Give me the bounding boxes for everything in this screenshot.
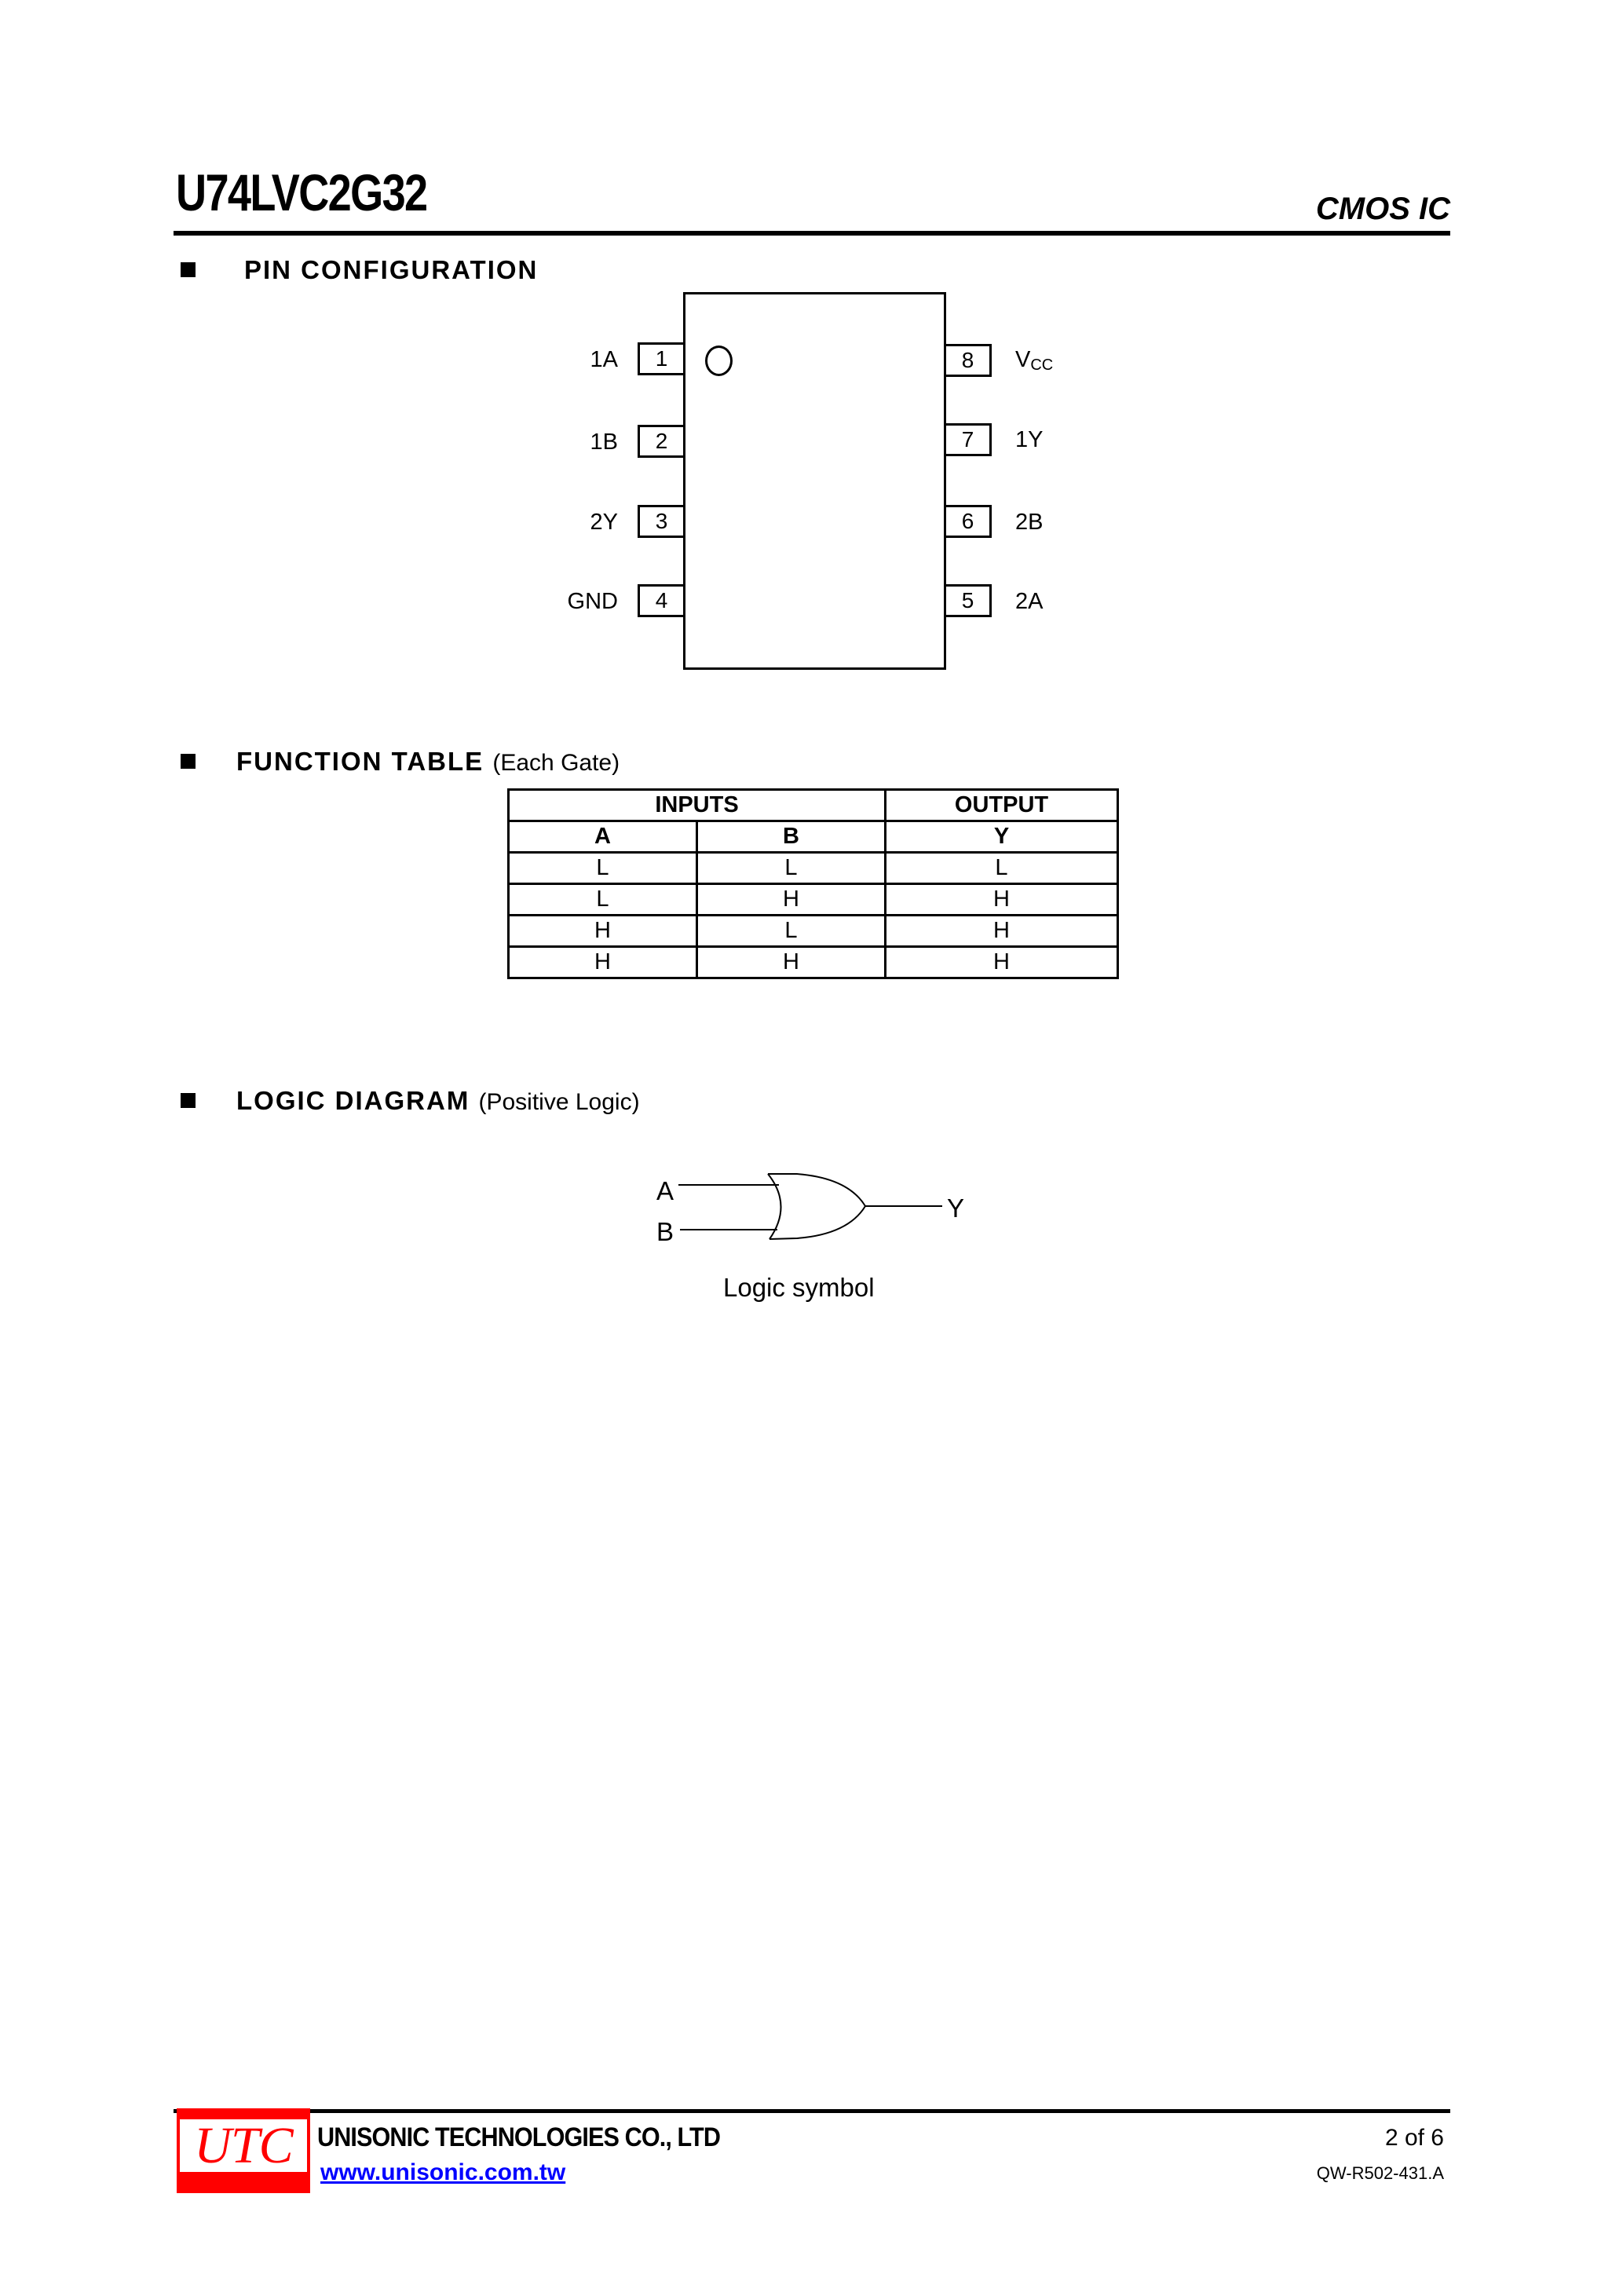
table-cell: H <box>886 947 1118 978</box>
document-category: CMOS IC <box>1315 192 1450 226</box>
pin1-marker-icon <box>705 345 733 376</box>
pin-label-gnd: GND <box>567 589 618 614</box>
section-title-text: LOGIC DIAGRAM <box>236 1086 470 1115</box>
pin-8 <box>946 344 992 377</box>
table-column-header-row <box>509 821 1118 853</box>
pin-label-2a: 2A <box>1015 589 1044 614</box>
logic-output-y-label: Y <box>947 1194 965 1223</box>
table-cell: L <box>886 853 1118 884</box>
pin-number: 3 <box>655 509 668 533</box>
document-title: U74LVC2G32 <box>176 163 427 221</box>
table-cell: H <box>886 916 1118 947</box>
pin-label-1a: 1A <box>590 347 618 372</box>
pin-label-vcc <box>1015 349 1053 373</box>
table-row <box>509 884 1118 916</box>
pin-3 <box>638 505 683 538</box>
logic-input-b-label: B <box>656 1217 674 1246</box>
table-row <box>509 853 1118 884</box>
table-column-header-y: Y <box>886 821 1118 853</box>
pin-7 <box>946 423 992 456</box>
pin-label-1y: 1Y <box>1015 427 1044 452</box>
company-website-link[interactable]: www.unisonic.com.tw <box>320 2159 566 2185</box>
section-subtitle: (Positive Logic) <box>478 1089 640 1115</box>
page-number: 2 of 6 <box>1384 2125 1444 2151</box>
section-bullet-icon <box>181 754 196 769</box>
pin-number: 6 <box>961 509 974 533</box>
table-cell: L <box>509 853 697 884</box>
section-bullet-icon <box>181 262 196 277</box>
pin-number: 2 <box>655 429 668 453</box>
table-row <box>509 947 1118 978</box>
table-cell: H <box>697 884 886 916</box>
pin-number: 7 <box>961 427 974 452</box>
utc-logo-inner <box>180 2116 307 2174</box>
pin-5 <box>946 584 992 617</box>
table-cell: H <box>886 884 1118 916</box>
pin-6 <box>946 505 992 538</box>
section-title-logic-diagram <box>236 1088 640 1114</box>
logic-symbol-caption: Logic symbol <box>723 1273 875 1302</box>
footer-divider <box>174 2109 1450 2113</box>
company-name: UNISONIC TECHNOLOGIES CO., LTD <box>317 2122 721 2152</box>
pin-label-2y: 2Y <box>590 510 618 535</box>
header-divider <box>174 231 1450 236</box>
pin-number: 4 <box>655 588 668 612</box>
section-title-function-table <box>236 748 620 775</box>
pin-label-2b: 2B <box>1015 510 1044 535</box>
table-cell: L <box>697 916 886 947</box>
section-bullet-icon <box>181 1093 196 1108</box>
table-group-header-row <box>509 790 1118 821</box>
table-row <box>509 916 1118 947</box>
pin-number: 1 <box>655 346 668 371</box>
utc-logo <box>177 2108 310 2193</box>
utc-logo-text: UTC <box>194 2116 293 2174</box>
table-group-header-inputs: INPUTS <box>509 790 886 821</box>
pin-label-main: V <box>1015 347 1031 372</box>
pin-4 <box>638 584 683 617</box>
table-cell: H <box>509 916 697 947</box>
pin-number: 8 <box>961 348 974 372</box>
pin-1 <box>638 342 683 375</box>
logic-input-a-label: A <box>656 1176 674 1205</box>
table-cell: L <box>697 853 886 884</box>
table-column-header-a: A <box>509 821 697 853</box>
pin-label-1b: 1B <box>590 430 618 455</box>
table-group-header-output: OUTPUT <box>886 790 1118 821</box>
pin-2 <box>638 425 683 458</box>
document-code: QW-R502-431.A <box>1316 2163 1444 2183</box>
pin-number: 5 <box>961 588 974 612</box>
table-cell: L <box>509 884 697 916</box>
table-cell: H <box>697 947 886 978</box>
table-column-header-b: B <box>697 821 886 853</box>
pin-label-subscript: CC <box>1030 356 1054 374</box>
section-title-text: FUNCTION TABLE <box>236 747 484 776</box>
section-subtitle: (Each Gate) <box>492 750 620 776</box>
table-cell: H <box>509 947 697 978</box>
function-table <box>507 788 1119 979</box>
section-title-pin-configuration: PIN CONFIGURATION <box>244 255 539 284</box>
